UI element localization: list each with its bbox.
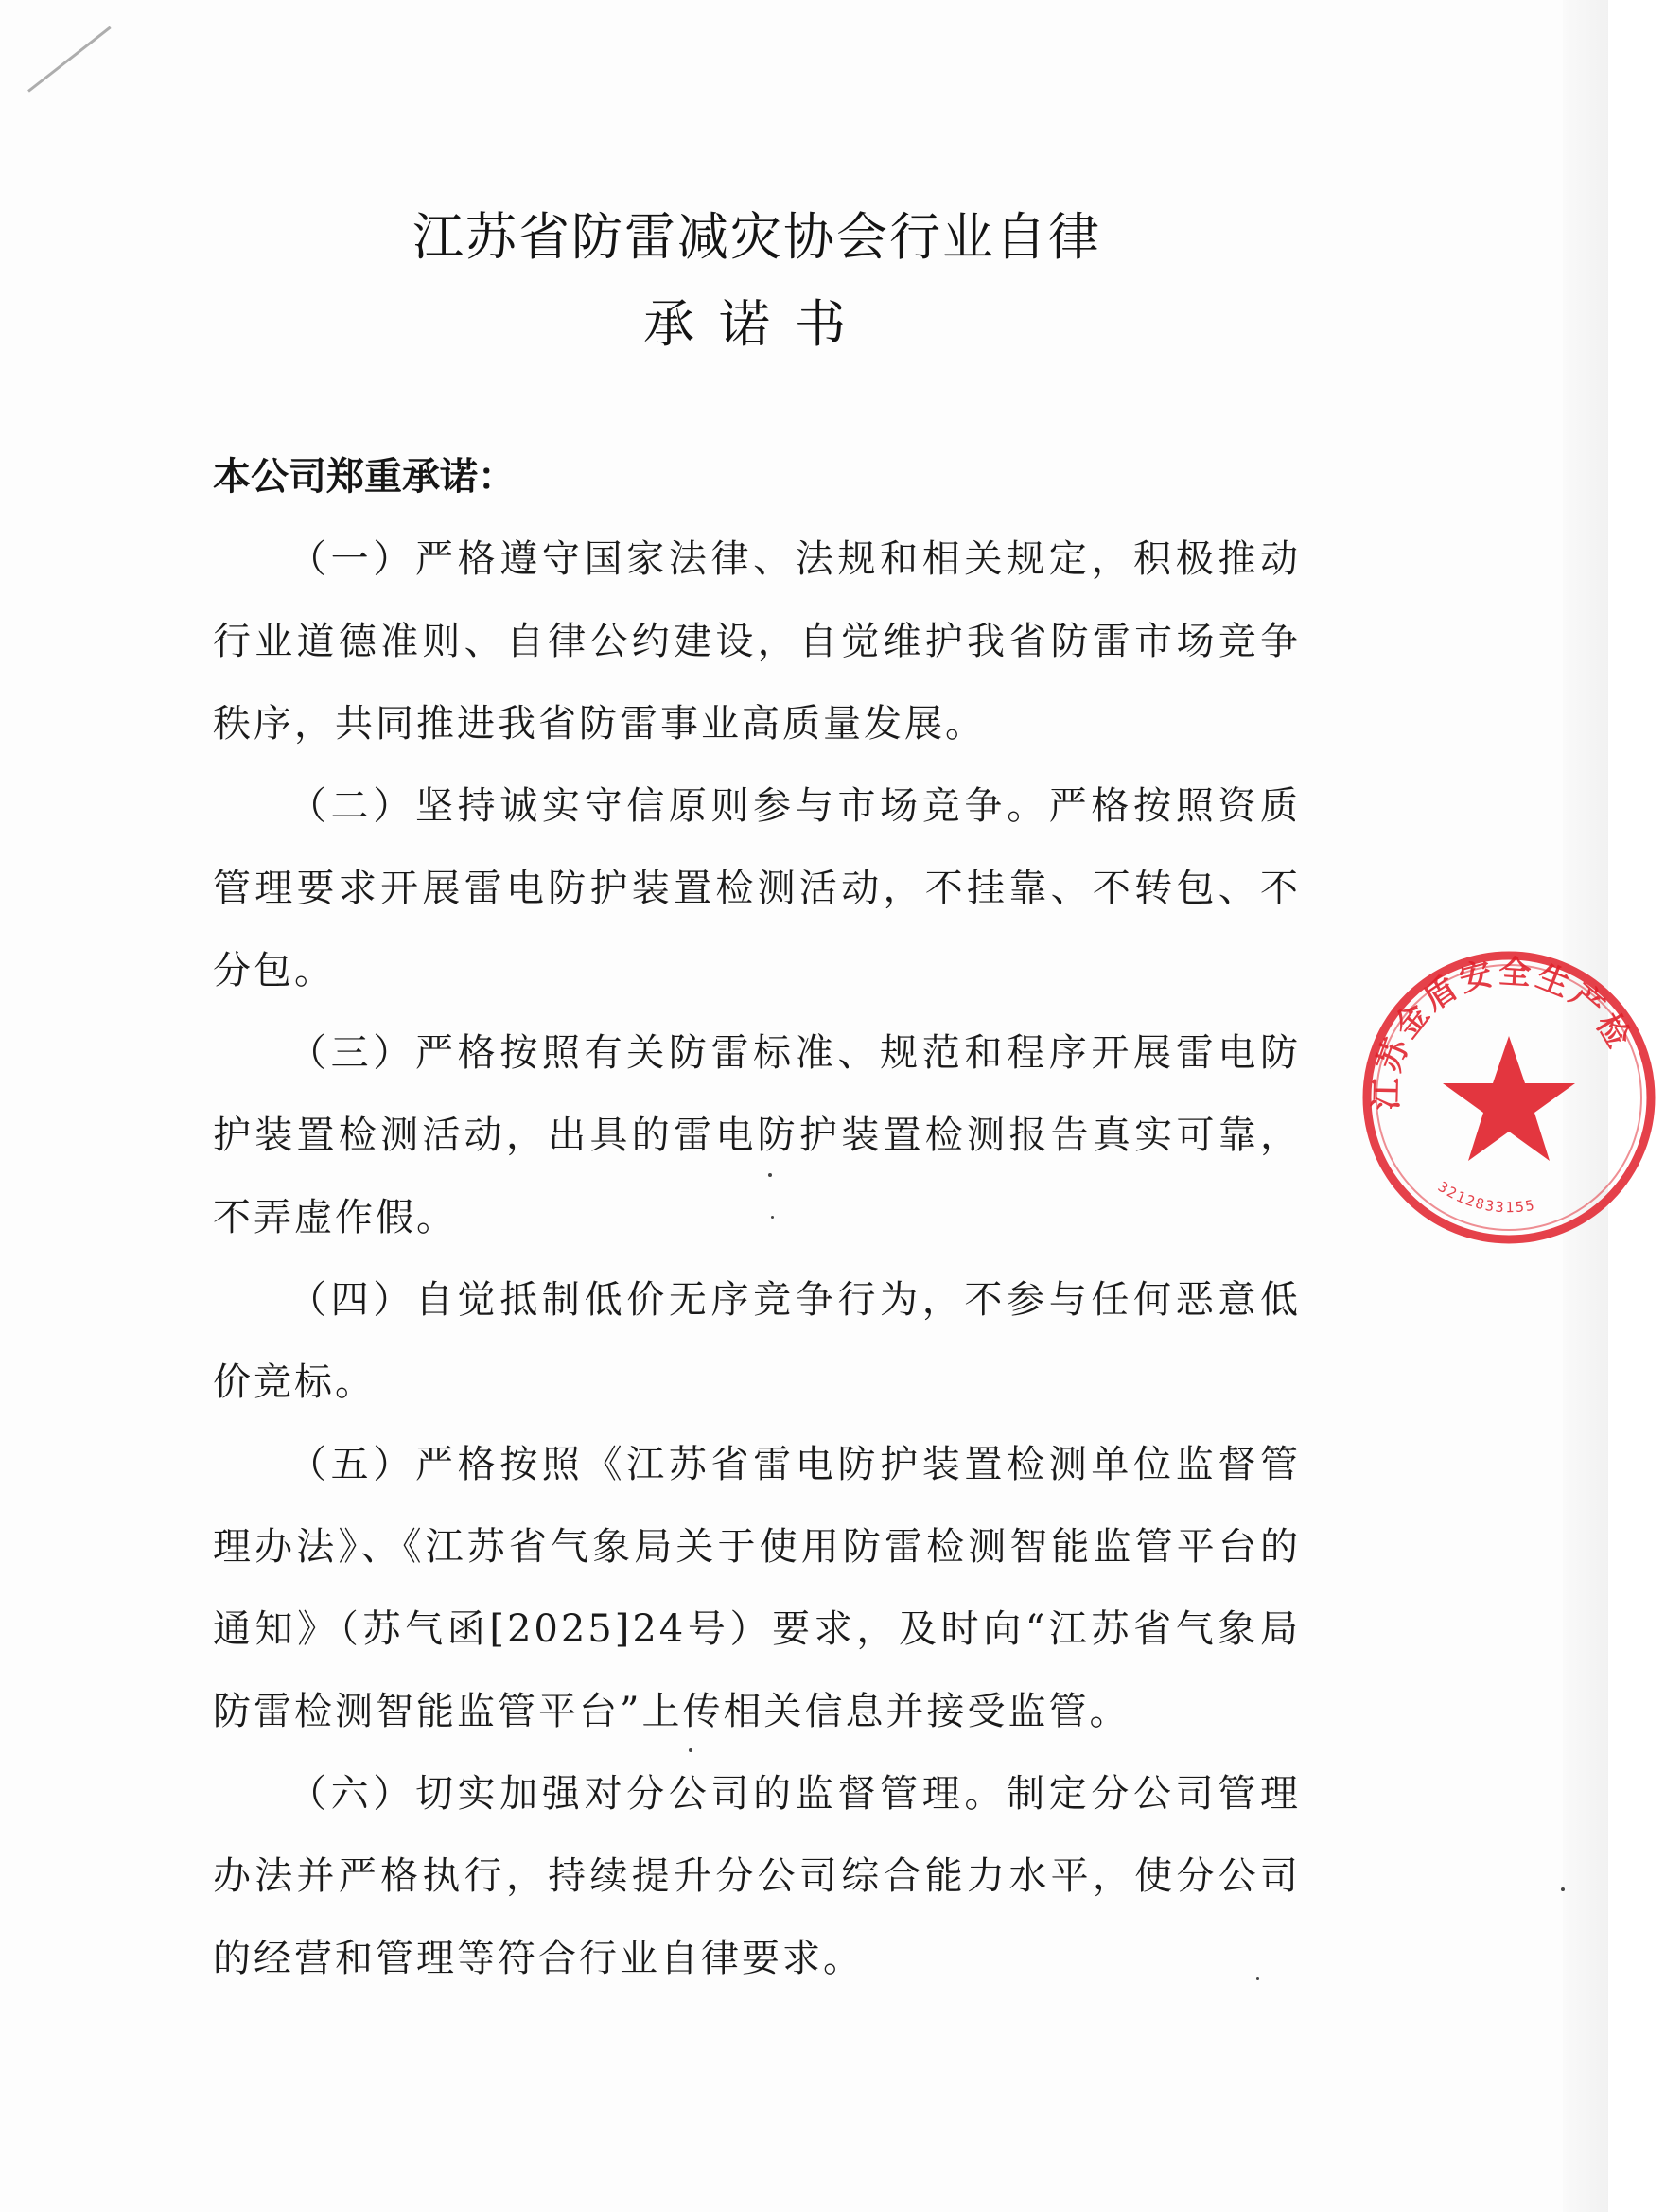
commitment-paragraph-5: （五）严格按照《江苏省雷电防护装置检测单位监督管理办法》、《江苏省气象局关于使用防雷检测智能监管平台的通知》（苏气函[2025]24号）要求，及时向“江苏省气象局防雷检测智能监管平台”上传相关信息并接受监管。 (213, 1443, 1301, 1733)
document-subtitle: 承诺书 (643, 294, 870, 354)
seal-text: 江苏金盾安全生产检 (1367, 953, 1639, 1111)
company-seal (1353, 941, 1665, 1254)
intro-line: 本公司郑重承诺： (213, 455, 516, 499)
commitment-paragraph-3: （三）严格按照有关防雷标准、规范和程序开展雷电防护装置检测活动，出具的雷电防护装置检测报告真实可靠，不弄虚作假。 (213, 1031, 1301, 1239)
scan-speck (1561, 1887, 1565, 1891)
pen-mark (27, 26, 112, 93)
seal-star-icon (1443, 1036, 1575, 1161)
seal-number: 3212833155 (1434, 1178, 1537, 1217)
document-title: 江苏省防雷减灾协会行业自律 (412, 207, 1101, 267)
commitment-body (213, 518, 1301, 2000)
commitment-paragraph-2: （二）坚持诚实守信原则参与市场竞争。严格按照资质管理要求开展雷电防护装置检测活动，不挂靠、不转包、不分包。 (213, 784, 1301, 992)
commitment-paragraph-4: （四）自觉抵制低价无序竞争行为，不参与任何恶意低价竞标。 (213, 1278, 1301, 1404)
commitment-paragraph-1: （一）严格遵守国家法律、法规和相关规定，积极推动行业道德准则、自律公约建设，自觉维护我省防雷市场竞争秩序，共同推进我省防雷事业高质量发展。 (213, 537, 1301, 746)
commitment-paragraph-6: （六）切实加强对分公司的监督管理。制定分公司管理办法并严格执行，持续提升分公司综合能力水平，使分公司的经营和管理等符合行业自律要求。 (213, 1772, 1301, 1980)
